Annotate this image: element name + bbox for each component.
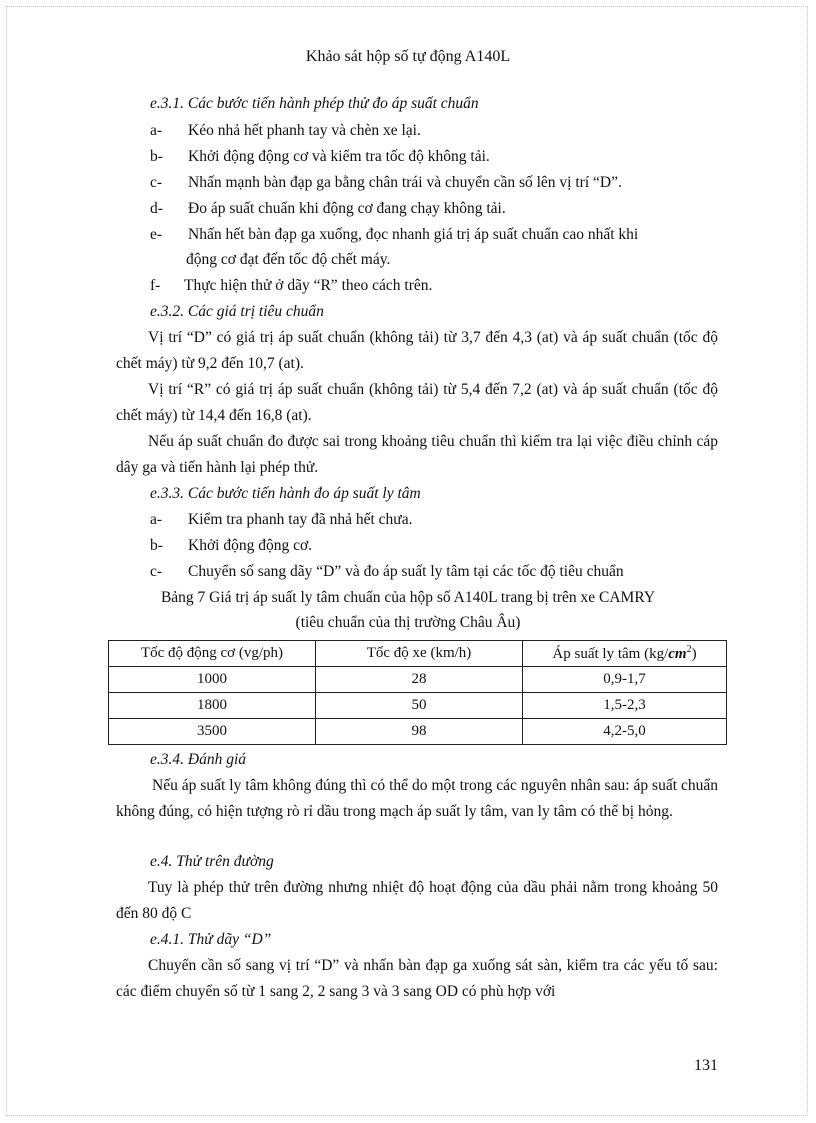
paragraph: Vị trí “D” có giá trị áp suất chuẩn (không tải) từ 3,7 đến 4,3 (at) và áp suất chuẩn (tốc độ chết máy) từ 9,2 đến 10,7 (at). [116,329,718,372]
table-cell: 1,5-2,3 [523,693,727,719]
column-header: Áp suất ly tâm $(kg/cm^2)$ [523,641,727,667]
list-item-label: c- [150,563,163,580]
centrifugal-pressure-table [108,640,727,745]
list-item-text: Nhấn hết bàn đạp ga xuống, đọc nhanh giá trị áp suất chuẩn cao nhất khi [188,226,639,243]
list-item [150,510,412,530]
column-header: Tốc độ xe (km/h) [316,641,523,667]
section-title-e4: e.4. Thử trên đường [150,853,274,870]
list-item-text: Khởi động động cơ. [188,537,313,554]
paragraph: Nếu áp suất ly tâm không đúng thì có thể do một trong các nguyên nhân sau: áp suất chuẩn không đúng, có hiện tượng rò rỉ dầu trong mạch áp suất ly tâm, van ly tâm có thể bị hỏng. [116,777,718,820]
list-item-label: b- [150,148,163,165]
list-item [150,121,421,141]
list-item-label: f- [150,277,161,294]
list-item [150,147,490,167]
table-cell: 3500 [109,719,316,745]
list-item [150,199,506,219]
list-item-text: Kiểm tra phanh tay đã nhả hết chưa. [188,511,413,528]
list-item-label: e- [150,226,163,243]
table-cell: 98 [316,719,523,745]
table-cell: 4,2-5,0 [523,719,727,745]
list-item-text: Thực hiện thử ở dãy “R” theo cách trên. [184,277,433,294]
list-item-label: d- [150,200,163,217]
table-caption: Bảng 7 Giá trị áp suất ly tâm chuẩn của hộp số A140L trang bị trên xe CAMRY [160,589,656,606]
list-item-text: Chuyển số sang dãy “D” và đo áp suất ly tâm tại các tốc độ tiêu chuẩn [188,563,624,580]
table-cell: 0,9-1,7 [523,667,727,693]
table-cell: 28 [316,667,523,693]
paragraph: Nếu áp suất chuẩn đo được sai trong khoảng tiêu chuẩn thì kiểm tra lại việc điều chỉnh cáp dây ga và tiến hành lại phép thử. [116,433,718,476]
list-item [150,173,622,193]
list-item-continuation: động cơ đạt đến tốc độ chết máy. [186,251,391,268]
list-item-label: b- [150,537,163,554]
list-item-text: Đo áp suất chuẩn khi động cơ đang chạy không tải. [188,200,506,217]
section-title-e34: e.3.4. Đánh giá [150,751,247,768]
table-header-row [109,641,727,667]
table-row [109,693,727,719]
section-title-e32: e.3.2. Các giá trị tiêu chuẩn [150,303,324,320]
paragraph: Chuyển cần số sang vị trí “D” và nhấn bàn đạp ga xuống sát sàn, kiểm tra các yếu tố sau: các điểm chuyển số từ 1 sang 2, 2 sang 3 và 3 sang OD có phù hợp với [116,957,718,1000]
list-item [150,225,638,245]
paragraph: Tuy là phép thử trên đường nhưng nhiệt độ hoạt động của dầu phải nằm trong khoảng 50 đến 80 độ C [116,879,718,922]
column-header: Tốc độ động cơ (vg/ph) [109,641,316,667]
section-title-e33: e.3.3. Các bước tiến hành đo áp suất ly tâm [150,485,421,502]
table-cell: 50 [316,693,523,719]
list-item-label: c- [150,174,163,191]
running-header: Khảo sát hộp số tự động A140L [305,48,511,65]
table-cell: 1800 [109,693,316,719]
section-title-e41: e.4.1. Thử dãy “D” [150,931,272,948]
list-item-text: Nhấn mạnh bàn đạp ga bằng chân trái và chuyển cần số lên vị trí “D”. [188,174,622,191]
page-number: 131 [694,1057,718,1074]
table-subcaption: (tiêu chuẩn của thị trường Châu Âu) [295,614,521,631]
list-item [150,562,624,582]
section-title-e31: e.3.1. Các bước tiến hành phép thử đo áp suất chuẩn [150,95,479,112]
list-item [150,276,432,296]
table-row [109,719,727,745]
list-item-text: Kéo nhả hết phanh tay và chèn xe lại. [188,122,421,139]
list-item-label: a- [150,511,163,528]
paragraph: Vị trí “R” có giá trị áp suất chuẩn (không tải) từ 5,4 đến 7,2 (at) và áp suất chuẩn (tốc độ chết máy) từ 14,4 đến 16,8 (at). [116,381,718,424]
table-cell: 1000 [109,667,316,693]
list-item [150,536,312,556]
table-row [109,667,727,693]
list-item-text: Khởi động động cơ và kiểm tra tốc độ không tải. [188,148,490,165]
list-item-label: a- [150,122,163,139]
